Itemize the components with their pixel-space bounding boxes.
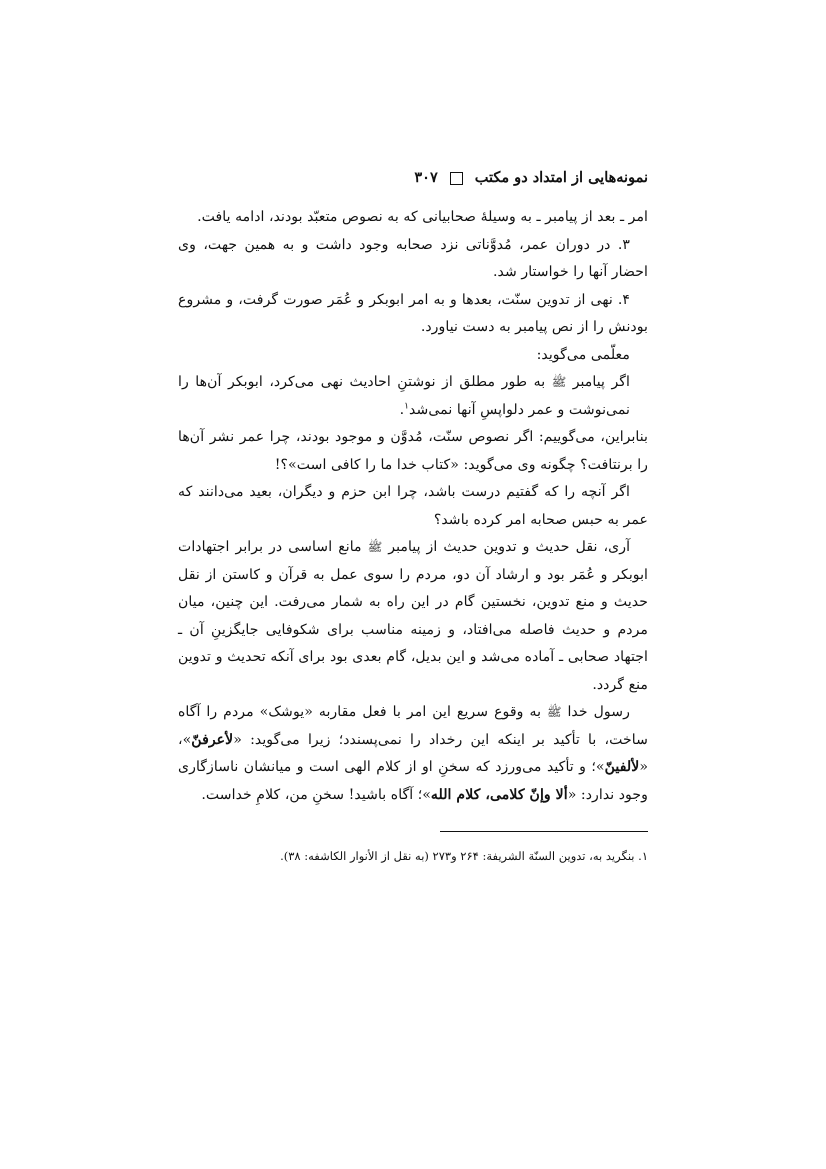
paragraph-text: به وقوع سریع این امر با فعل مقاربه «یوشک» مردم را آگاه ساخت، با تأکید بر اینکه این رخداد را نمی‌پسندد؛ زیرا می‌گوید: « (178, 704, 648, 748)
main-text (178, 204, 648, 809)
hadith-word: لألفینّ (604, 759, 640, 775)
paragraph-text: »؛ و تأکید می‌ورزد که سخنِ او از کلام الهی است و میانشان ناسازگاری وجود ندارد: « (178, 759, 648, 803)
paragraph-point-4: ۴. نهی از تدوین سنّت، بعدها و به امر ابوبکر و عُمَر صورت گرفت، و مشروع بودنش را از نص پیامبر به دست نیاورد. (178, 291, 648, 335)
footnote-divider (440, 831, 648, 832)
paragraph-text: مانع اساسی در برابر اجتهادات ابوبکر و عُمَر بود و ارشاد آن دو، مردم را سوی عمل به قرآن و کاستن از نقل حدیث و منع تدوین، نخستین گام در این راه به شمار می‌رفت. این چنین، میان مردم و حدیث فاصله می‌افتاد، و زمینه مناسب برای شکوفایی جایگزینِ آن ـ اجتهاد صحابی ـ آماده می‌شد و این بدیل، گام بعدی بود برای آنکه تحدیث و تدوین منع گردد. (178, 539, 648, 693)
book-page (178, 160, 648, 878)
quote-end: . (399, 401, 405, 418)
footnote-reference[interactable]: ۱ (404, 400, 410, 411)
footnote: ۱. بنگرید به، تدوین السنّة الشریفة: ۲۶۴ و۲۷۳ (به نقل از الأنوار الکاشفه: ۳۸). (280, 849, 648, 863)
running-header (178, 160, 648, 194)
paragraph-therefore (178, 424, 648, 479)
salawat-glyph: ﷺ (547, 705, 562, 719)
quote-text: اگر پیامبر (572, 374, 630, 390)
paragraph-text: »؛ آگاه باشید! سخنِ من، کلامِ خداست. (201, 786, 431, 803)
paragraph-text: »، « (178, 731, 648, 775)
paragraph-yes (178, 534, 648, 699)
paragraph-prophet (178, 699, 648, 809)
paragraph-text: رسول خدا (567, 704, 630, 720)
salawat-glyph: ﷺ (367, 540, 383, 554)
square-ornament-icon (450, 172, 463, 185)
block-quote (178, 369, 648, 424)
paragraph: امر ـ بعد از پیامبر ـ به وسیلهٔ صحابیانی که به نصوص متعبّد بودند، ادامه یافت. (197, 209, 648, 225)
paragraph-quote-intro: معلّمی می‌گوید: (536, 346, 630, 363)
paragraph-if: اگر آنچه را که گفتیم درست باشد، چرا ابن حزم و دیگران، بعید می‌دانند که عمر به حبس صحابه امر کرده باشد؟ (178, 484, 648, 528)
paragraph-text: آری، نقل حدیث و تدوین حدیث از پیامبر (388, 539, 631, 555)
chapter-title: نمونه‌هایی از امتداد دو مکتب (474, 168, 648, 186)
hadith-word: لأعرفنّ (191, 731, 234, 748)
paragraph-point-3: ۳. در دوران عمر، مُدوَّناتی نزد صحابه وجود داشت و به همین جهت، وی احضار آنها را خواستار شد. (178, 236, 648, 280)
paragraph-text: بنابراین، می‌گوییم: اگر نصوص سنّت، مُدوَّن و موجود بودند، چرا عمر نشر آن‌ها را برنتافت؟ چگونه وی می‌گوید: «کتاب خدا ما را کافی است»؟! (178, 429, 648, 473)
salawat-glyph: ﷺ (551, 375, 567, 389)
quote-text: به طور مطلق از نوشتنِ احادیث نهی می‌کرد، ابوبکر آن‌ها را نمی‌نوشت و عمر دلواپسِ آنها نمی‌شد (178, 374, 630, 418)
page-number: ۳۰۷ (414, 168, 438, 186)
hadith-quote: ألا وإنّ کلامی، کلام الله (430, 786, 568, 803)
